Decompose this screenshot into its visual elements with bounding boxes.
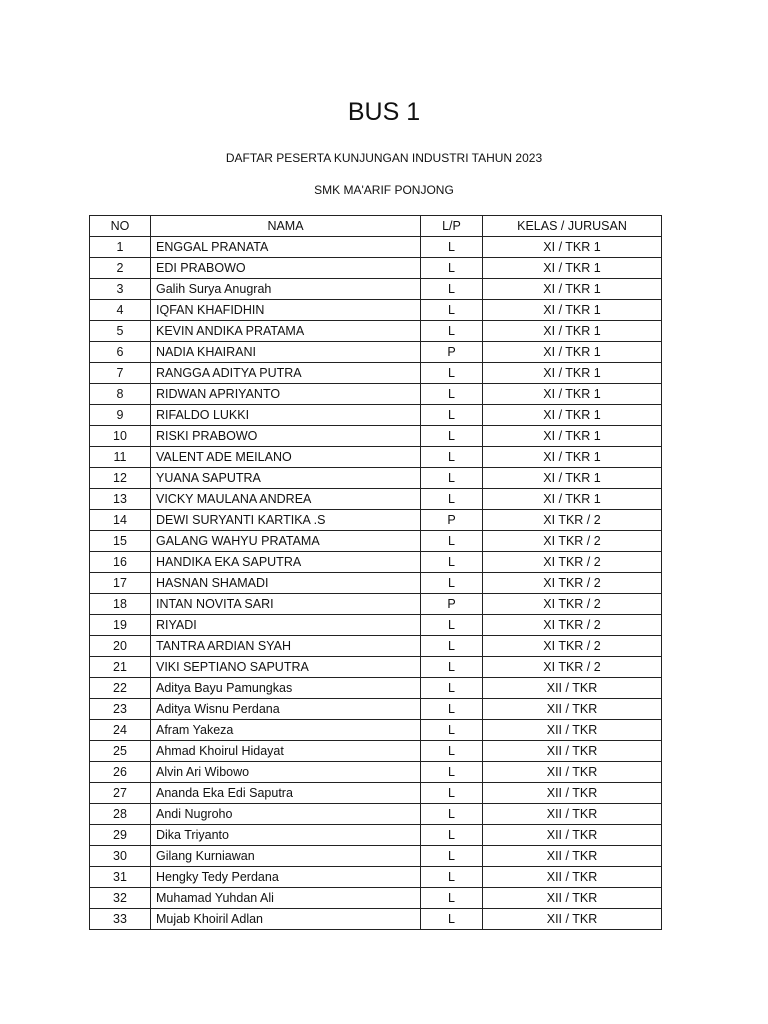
cell-lp: L xyxy=(421,531,483,552)
cell-kelas: XII / TKR xyxy=(483,678,662,699)
table-row xyxy=(90,279,662,300)
cell-lp: L xyxy=(421,804,483,825)
cell-lp: L xyxy=(421,636,483,657)
cell-no: 3 xyxy=(90,279,151,300)
cell-kelas: XI / TKR 1 xyxy=(483,237,662,258)
cell-no: 5 xyxy=(90,321,151,342)
cell-kelas: XI / TKR 1 xyxy=(483,258,662,279)
participant-table xyxy=(89,215,662,930)
table-row xyxy=(90,699,662,720)
cell-no: 25 xyxy=(90,741,151,762)
cell-nama: VALENT ADE MEILANO xyxy=(151,447,421,468)
cell-no: 9 xyxy=(90,405,151,426)
cell-lp: L xyxy=(421,657,483,678)
table-row xyxy=(90,720,662,741)
cell-nama: DEWI SURYANTI KARTIKA .S xyxy=(151,510,421,531)
cell-kelas: XII / TKR xyxy=(483,741,662,762)
cell-kelas: XI TKR / 2 xyxy=(483,510,662,531)
cell-kelas: XI / TKR 1 xyxy=(483,405,662,426)
cell-nama: Gilang Kurniawan xyxy=(151,846,421,867)
table-row xyxy=(90,825,662,846)
cell-nama: HANDIKA EKA SAPUTRA xyxy=(151,552,421,573)
cell-kelas: XII / TKR xyxy=(483,846,662,867)
cell-kelas: XII / TKR xyxy=(483,804,662,825)
cell-no: 7 xyxy=(90,363,151,384)
table-row xyxy=(90,384,662,405)
cell-nama: YUANA SAPUTRA xyxy=(151,468,421,489)
cell-nama: Ahmad Khoirul Hidayat xyxy=(151,741,421,762)
cell-nama: EDI PRABOWO xyxy=(151,258,421,279)
cell-no: 29 xyxy=(90,825,151,846)
cell-lp: L xyxy=(421,867,483,888)
cell-kelas: XI TKR / 2 xyxy=(483,531,662,552)
cell-no: 23 xyxy=(90,699,151,720)
cell-nama: INTAN NOVITA SARI xyxy=(151,594,421,615)
cell-lp: P xyxy=(421,594,483,615)
table-row xyxy=(90,678,662,699)
document-subtitle-school: SMK MA'ARIF PONJONG xyxy=(314,183,454,197)
cell-kelas: XI / TKR 1 xyxy=(483,447,662,468)
cell-kelas: XI TKR / 2 xyxy=(483,552,662,573)
cell-no: 31 xyxy=(90,867,151,888)
cell-lp: L xyxy=(421,489,483,510)
cell-lp: P xyxy=(421,342,483,363)
cell-lp: L xyxy=(421,825,483,846)
table-row xyxy=(90,573,662,594)
cell-nama: IQFAN KHAFIDHIN xyxy=(151,300,421,321)
table-row xyxy=(90,447,662,468)
cell-nama: RANGGA ADITYA PUTRA xyxy=(151,363,421,384)
cell-nama: RIDWAN APRIYANTO xyxy=(151,384,421,405)
cell-lp: L xyxy=(421,699,483,720)
cell-no: 20 xyxy=(90,636,151,657)
cell-kelas: XII / TKR xyxy=(483,888,662,909)
cell-no: 2 xyxy=(90,258,151,279)
table-body xyxy=(90,237,662,930)
cell-nama: HASNAN SHAMADI xyxy=(151,573,421,594)
cell-kelas: XI / TKR 1 xyxy=(483,342,662,363)
table-row xyxy=(90,909,662,930)
cell-lp: L xyxy=(421,363,483,384)
cell-lp: L xyxy=(421,405,483,426)
cell-lp: L xyxy=(421,846,483,867)
cell-nama: Dika Triyanto xyxy=(151,825,421,846)
cell-lp: L xyxy=(421,447,483,468)
cell-lp: L xyxy=(421,615,483,636)
cell-kelas: XII / TKR xyxy=(483,825,662,846)
cell-lp: L xyxy=(421,783,483,804)
cell-nama: RIFALDO LUKKI xyxy=(151,405,421,426)
cell-kelas: XII / TKR xyxy=(483,783,662,804)
cell-no: 32 xyxy=(90,888,151,909)
cell-lp: L xyxy=(421,678,483,699)
cell-no: 14 xyxy=(90,510,151,531)
table-row xyxy=(90,489,662,510)
cell-no: 22 xyxy=(90,678,151,699)
table-row xyxy=(90,342,662,363)
cell-nama: Mujab Khoiril Adlan xyxy=(151,909,421,930)
header-no: NO xyxy=(90,216,151,237)
cell-nama: KEVIN ANDIKA PRATAMA xyxy=(151,321,421,342)
cell-kelas: XI / TKR 1 xyxy=(483,321,662,342)
cell-no: 28 xyxy=(90,804,151,825)
cell-nama: Hengky Tedy Perdana xyxy=(151,867,421,888)
cell-no: 15 xyxy=(90,531,151,552)
cell-lp: L xyxy=(421,468,483,489)
cell-lp: L xyxy=(421,426,483,447)
cell-nama: Alvin Ari Wibowo xyxy=(151,762,421,783)
table-row xyxy=(90,363,662,384)
cell-nama: RIYADI xyxy=(151,615,421,636)
table-header-row xyxy=(90,216,662,237)
cell-no: 1 xyxy=(90,237,151,258)
table-row xyxy=(90,405,662,426)
cell-lp: L xyxy=(421,279,483,300)
cell-lp: L xyxy=(421,762,483,783)
cell-nama: GALANG WAHYU PRATAMA xyxy=(151,531,421,552)
cell-kelas: XI / TKR 1 xyxy=(483,468,662,489)
cell-nama: Aditya Bayu Pamungkas xyxy=(151,678,421,699)
table-row xyxy=(90,888,662,909)
cell-no: 24 xyxy=(90,720,151,741)
cell-no: 16 xyxy=(90,552,151,573)
table-row xyxy=(90,258,662,279)
cell-lp: L xyxy=(421,909,483,930)
table-row xyxy=(90,762,662,783)
cell-nama: Andi Nugroho xyxy=(151,804,421,825)
cell-nama: VICKY MAULANA ANDREA xyxy=(151,489,421,510)
table-row xyxy=(90,237,662,258)
cell-kelas: XI TKR / 2 xyxy=(483,615,662,636)
cell-no: 12 xyxy=(90,468,151,489)
cell-kelas: XI / TKR 1 xyxy=(483,279,662,300)
table-row xyxy=(90,846,662,867)
table-row xyxy=(90,867,662,888)
cell-no: 33 xyxy=(90,909,151,930)
cell-nama: Aditya Wisnu Perdana xyxy=(151,699,421,720)
cell-no: 4 xyxy=(90,300,151,321)
cell-lp: L xyxy=(421,552,483,573)
cell-kelas: XI TKR / 2 xyxy=(483,594,662,615)
table-row xyxy=(90,615,662,636)
table-row xyxy=(90,804,662,825)
table-row xyxy=(90,300,662,321)
cell-nama: NADIA KHAIRANI xyxy=(151,342,421,363)
header-kelas: KELAS / JURUSAN xyxy=(483,216,662,237)
table-row xyxy=(90,783,662,804)
table-row xyxy=(90,741,662,762)
header-nama: NAMA xyxy=(151,216,421,237)
cell-no: 19 xyxy=(90,615,151,636)
cell-kelas: XI TKR / 2 xyxy=(483,573,662,594)
cell-nama: RISKI PRABOWO xyxy=(151,426,421,447)
cell-lp: P xyxy=(421,510,483,531)
cell-lp: L xyxy=(421,573,483,594)
cell-nama: Galih Surya Anugrah xyxy=(151,279,421,300)
cell-lp: L xyxy=(421,384,483,405)
cell-kelas: XI / TKR 1 xyxy=(483,384,662,405)
cell-no: 21 xyxy=(90,657,151,678)
cell-kelas: XII / TKR xyxy=(483,867,662,888)
cell-lp: L xyxy=(421,720,483,741)
cell-kelas: XII / TKR xyxy=(483,699,662,720)
cell-no: 8 xyxy=(90,384,151,405)
cell-no: 10 xyxy=(90,426,151,447)
table-row xyxy=(90,552,662,573)
cell-lp: L xyxy=(421,741,483,762)
cell-nama: Afram Yakeza xyxy=(151,720,421,741)
cell-kelas: XI / TKR 1 xyxy=(483,489,662,510)
table-row xyxy=(90,510,662,531)
table-row xyxy=(90,636,662,657)
table-row xyxy=(90,468,662,489)
cell-kelas: XI TKR / 2 xyxy=(483,657,662,678)
cell-kelas: XI / TKR 1 xyxy=(483,300,662,321)
cell-no: 27 xyxy=(90,783,151,804)
header-lp: L/P xyxy=(421,216,483,237)
cell-no: 11 xyxy=(90,447,151,468)
cell-nama: Muhamad Yuhdan Ali xyxy=(151,888,421,909)
cell-no: 17 xyxy=(90,573,151,594)
cell-kelas: XI / TKR 1 xyxy=(483,426,662,447)
table-row xyxy=(90,426,662,447)
cell-lp: L xyxy=(421,300,483,321)
cell-lp: L xyxy=(421,321,483,342)
cell-no: 26 xyxy=(90,762,151,783)
cell-kelas: XI / TKR 1 xyxy=(483,363,662,384)
cell-nama: TANTRA ARDIAN SYAH xyxy=(151,636,421,657)
cell-no: 30 xyxy=(90,846,151,867)
table-row xyxy=(90,321,662,342)
cell-kelas: XII / TKR xyxy=(483,909,662,930)
cell-lp: L xyxy=(421,258,483,279)
table-row xyxy=(90,657,662,678)
cell-lp: L xyxy=(421,237,483,258)
cell-nama: ENGGAL PRANATA xyxy=(151,237,421,258)
document-subtitle-event: DAFTAR PESERTA KUNJUNGAN INDUSTRI TAHUN 2023 xyxy=(225,151,543,165)
cell-nama: VIKI SEPTIANO SAPUTRA xyxy=(151,657,421,678)
cell-kelas: XII / TKR xyxy=(483,762,662,783)
table-row xyxy=(90,531,662,552)
cell-kelas: XI TKR / 2 xyxy=(483,636,662,657)
cell-no: 13 xyxy=(90,489,151,510)
cell-no: 6 xyxy=(90,342,151,363)
page-title: BUS 1 xyxy=(347,98,421,126)
cell-kelas: XII / TKR xyxy=(483,720,662,741)
table-row xyxy=(90,594,662,615)
cell-lp: L xyxy=(421,888,483,909)
cell-no: 18 xyxy=(90,594,151,615)
cell-nama: Ananda Eka Edi Saputra xyxy=(151,783,421,804)
